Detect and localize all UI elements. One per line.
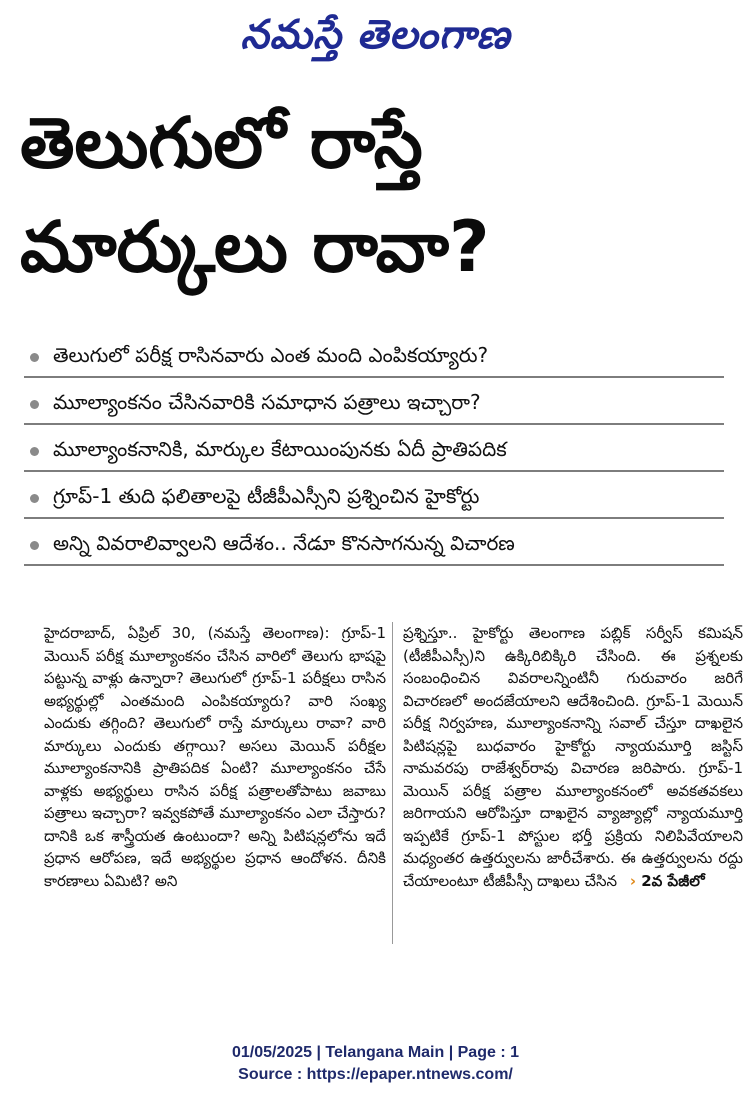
- bullet-text: అన్ని వివరాలివ్వాలని ఆదేశం.. నేడూ కొనసాగనున్న విచారణ: [53, 530, 515, 555]
- bullet-dot-icon: [30, 494, 39, 503]
- footer: [0, 1042, 751, 1086]
- bullet-item: [24, 338, 724, 378]
- bullet-text: గ్రూప్-1 తుది ఫలితాలపై టీజీపీఎస్సీని ప్రశ్నించిన హైకోర్టు: [53, 483, 480, 508]
- article-text-right: ప్రశ్నిస్తూ.. హైకోర్టు తెలంగాణ పబ్లిక్ సర్వీస్ కమిషన్ (టీజీపీఎస్సీ)ని ఉక్కిరిబిక్కిరి చేసింది. ఈ ప్రశ్నలకు సంబంధించిన వివరాలన్నింటినీ గురువారం జరిగే విచారణలో అందజేయాలని ఆదేశించింది. గ్రూప్-1 మెయిన్ పరీక్ష నిర్వహణ, మూల్యాంకనాన్ని సవాల్ చేస్తూ దాఖలైన పిటిషన్లపై బుధవారం హైకోర్టు న్యాయమూర్తి జస్టిస్ నామవరపు రాజేశ్వర్‌రావు విచారణ జరిపారు. గ్రూప్-1 మెయిన్ పరీక్ష పత్రాల మూల్యాంకనంలో అవకతవకలు జరిగాయని ఆరోపిస్తూ దాఖలైన వ్యాజ్యాల్లో న్యాయమూర్తి ఇప్పటికే గ్రూప్-1 పోస్టుల భర్తీ ప్రక్రియ నిలిపివేయాలని మధ్యంతర ఉత్తర్వులను జారీచేశారు. ఈ ఉత్తర్వులను రద్దు చేయాలంటూ టీజీపీస్సీ దాఖలు చేసిన: [403, 624, 743, 890]
- bullet-dot-icon: [30, 541, 39, 550]
- bullet-dot-icon: [30, 400, 39, 409]
- headline-line-1: తెలుగులో రాస్తే: [20, 102, 423, 184]
- continued-on-page-link[interactable]: [630, 870, 705, 893]
- continued-label: 2వ పేజీలో: [641, 871, 705, 890]
- bullet-dot-icon: [30, 447, 39, 456]
- headline-line-2: మార్కులు రావా?: [20, 206, 490, 288]
- bullet-text: మూల్యాంకనానికి, మార్కుల కేటాయింపునకు ఏదీ ప్రాతిపదిక: [53, 436, 507, 461]
- subheadline-bullets: [24, 338, 724, 573]
- footer-date-edition: 01/05/2025 | Telangana Main | Page : 1: [231, 1044, 519, 1061]
- article-text-left: హైదరాబాద్, ఏప్రిల్ 30, (నమస్తే తెలంగాణ): గ్రూప్-1 మెయిన్ పరీక్ష మూల్యాంకనం చేసిన వారిలో తెలుగు భాషపై పట్టున్న వాళ్లు ఉన్నారా? తెలుగులో గ్రూప్-1 పరీక్షలు రాసిన అభ్యర్థుల్లో ఎంతమంది ఎంపికయ్యారు? వారి సంఖ్య ఎందుకు తగ్గింది? తెలుగులో రాస్తే మార్కులు రావా? వారి మార్కులు ఎందుకు తగ్గాయి? అసలు మెయిన్ పరీక్షల మూల్యాంకనానికి ప్రాతిపదిక ఏంటి? మూల్యాంకనం చేసే వాళ్లకు అభ్యర్థులు రాసిన పరీక్ష పత్రాలతోపాటు జవాబు పత్రాలు ఇచ్చారా? ఇవ్వకపోతే మూల్యాంకనం ఎలా చేస్తారు? దానికి ఒక శాస్త్రీయత ఉంటుందా? అన్ని పిటిషన్లలోను ఇదే ప్రధాన ఆరోపణ, ఇదే అభ్యర్థుల ప్రధాన ఆందోళన. దీనికి కారణాలు ఏమిటి? అని: [44, 624, 386, 890]
- article-column-right: [393, 622, 743, 944]
- chevron-right-icon: ›: [629, 871, 636, 890]
- bullet-item: [24, 526, 724, 566]
- footer-source: Source : https://epaper.ntnews.com/: [238, 1066, 513, 1083]
- bullet-item: [24, 479, 724, 519]
- article-column-left: [44, 622, 393, 944]
- article-body: [44, 622, 744, 944]
- bullet-text: మూల్యాంకనం చేసినవారికి సమాధాన పత్రాలు ఇచ్చారా?: [53, 389, 481, 414]
- bullet-text: తెలుగులో పరీక్ష రాసినవారు ఎంత మంది ఎంపికయ్యారు?: [53, 342, 489, 367]
- bullet-item: [24, 385, 724, 425]
- masthead-logo: నమస్తే తెలంగాణ: [240, 11, 511, 58]
- bullet-item: [24, 432, 724, 472]
- bullet-dot-icon: [30, 353, 39, 362]
